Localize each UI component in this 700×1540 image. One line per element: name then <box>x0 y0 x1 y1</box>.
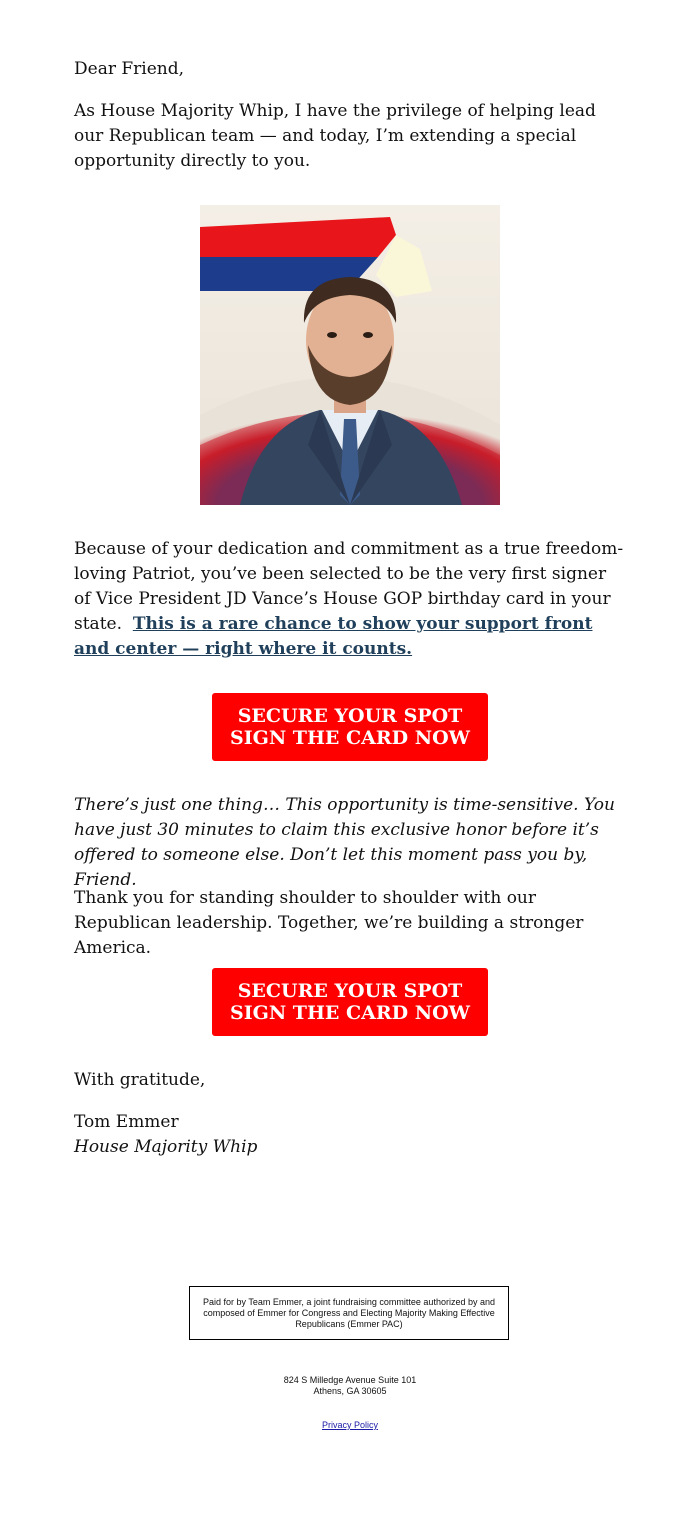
signer-name: Tom Emmer <box>74 1112 179 1132</box>
urgency-paragraph: There’s just one thing… This opportunity is time-sensitive. You have just 30 minutes to claim this exclusive honor before it’s offered to someone else. Don’t let this moment pass you by, Friend. <box>74 795 615 890</box>
mailing-address <box>0 1375 700 1397</box>
privacy-policy-link[interactable]: Privacy Policy <box>321 1420 378 1430</box>
sign-card-button[interactable] <box>212 693 488 761</box>
sign-card-button-secondary[interactable] <box>212 968 488 1036</box>
intro-paragraph: As House Majority Whip, I have the privilege of helping lead our Republican team — and today, I’m extending a special opportunity directly to you. <box>74 101 596 171</box>
cta-line-1: SECURE YOUR SPOT <box>237 980 463 1002</box>
closing-salutation: With gratitude, <box>74 1070 206 1090</box>
portrait-illustration <box>200 205 500 505</box>
support-link[interactable]: This is a rare chance to show your support front and center — right where it counts. <box>74 614 593 659</box>
cta-line-2: SIGN THE CARD NOW <box>229 727 470 749</box>
signature-block <box>74 1110 257 1160</box>
selection-text: Because of your dedication and commitment as a true freedom-loving Patriot, you’ve been selected to be the very first signer of Vice President JD Vance’s House GOP birthday card in your state. <box>74 539 624 634</box>
disclaimer-text: Paid for by Team Emmer, a joint fundraising committee authorized by and composed of Emmer for Congress and Electing Majority Making Effective Republicans (Emmer PAC) <box>203 1296 495 1329</box>
cta-line-2: SIGN THE CARD NOW <box>229 1002 470 1024</box>
address-line-2: Athens, GA 30605 <box>313 1386 387 1396</box>
cta-line-1: SECURE YOUR SPOT <box>237 705 463 727</box>
privacy-footer <box>0 1420 700 1431</box>
address-line-1: 824 S Milledge Avenue Suite 101 <box>283 1375 417 1385</box>
thanks-paragraph: Thank you for standing shoulder to shoulder with our Republican leadership. Together, we’re building a stronger America. <box>74 888 584 958</box>
signer-title: House Majority Whip <box>74 1137 258 1157</box>
greeting: Dear Friend, <box>74 59 185 79</box>
paid-for-disclaimer <box>189 1286 509 1340</box>
portrait-photo <box>200 205 500 505</box>
selection-paragraph <box>74 537 628 662</box>
